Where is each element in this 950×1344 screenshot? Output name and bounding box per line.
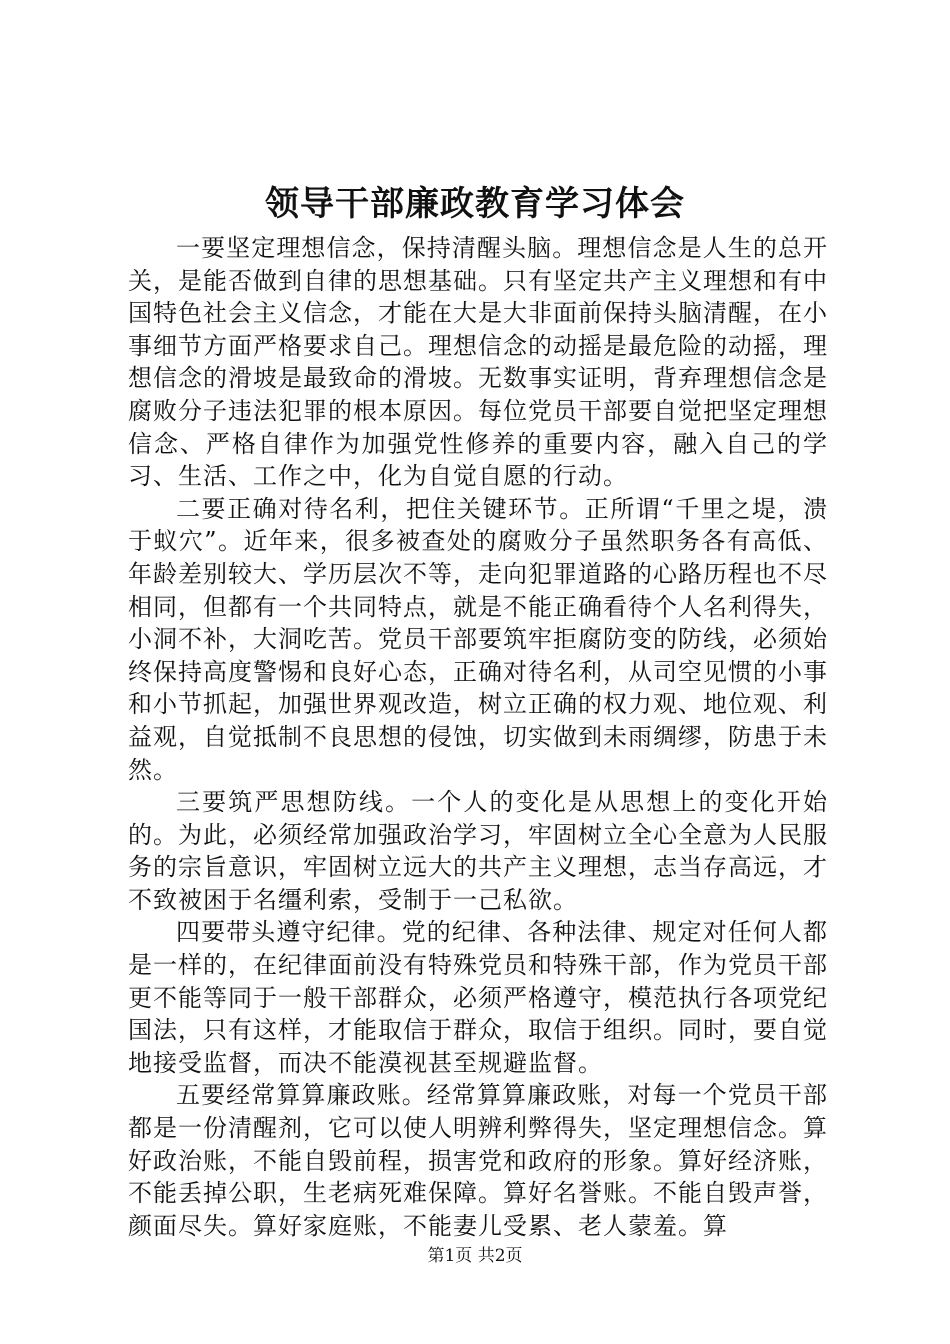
paragraph-4: 四要带头遵守纪律。党的纪律、各种法律、规定对任何人都是一样的，在纪律面前没有特殊党员和特殊干部，作为党员干部更不能等同于一般干部群众，必须严格遵守，模范执行各项党纪国法，只有这样，才能取信于群众，取信于组织。同时，要自觉地接受监督，而决不能漠视甚至规避监督。	[128, 918, 828, 1077]
paragraph-2: 二要正确对待名利，把住关键环节。正所谓“千里之堤，溃于蚁穴”。近年来，很多被查处的腐败分子虽然职务各有高低、年龄差别较大、学历层次不等，走向犯罪道路的心路历程也不尽相同，但都有一个共同特点，就是不能正确看待个人名利得失，小洞不补，大洞吃苦。党员干部要筑牢拒腐防变的防线，必须始终保持高度警惕和良好心态，正确对待名利，从司空见惯的小事和小节抓起，加强世界观改造，树立正确的权力观、地位观、利益观，自觉抵制不良思想的侵蚀，切实做到未雨绸缪，防患于未然。	[128, 494, 828, 784]
page-footer: 第1页 共2页	[427, 1246, 523, 1266]
document-body	[128, 232, 828, 1242]
document-title: 领导干部廉政教育学习体会	[265, 184, 685, 224]
paragraph-5: 五要经常算算廉政账。经常算算廉政账，对每一个党员干部都是一份清醒剂，它可以使人明辨利弊得失，坚定理想信念。算好政治账，不能自毁前程，损害党和政府的形象。算好经济账，不能丢掉公职，生老病死难保障。算好名誉账。不能自毁声誉，颜面尽失。算好家庭账，不能妻儿受累、老人蒙羞。算	[128, 1081, 828, 1240]
paragraph-3: 三要筑严思想防线。一个人的变化是从思想上的变化开始的。为此，必须经常加强政治学习，牢固树立全心全意为人民服务的宗旨意识，牢固树立远大的共产主义理想，志当存高远，才不致被困于名缰利索，受制于一己私欲。	[128, 788, 828, 914]
paragraph-1: 一要坚定理想信念，保持清醒头脑。理想信念是人生的总开关，是能否做到自律的思想基础。只有坚定共产主义理想和有中国特色社会主义信念，才能在大是大非面前保持头脑清醒，在小事细节方面严格要求自己。理想信念的动摇是最危险的动摇，理想信念的滑坡是最致命的滑坡。无数事实证明，背弃理想信念是腐败分子违法犯罪的根本原因。每位党员干部要自觉把坚定理想信念、严格自律作为加强党性修养的重要内容，融入自己的学习、生活、工作之中，化为自觉自愿的行动。	[128, 234, 828, 491]
